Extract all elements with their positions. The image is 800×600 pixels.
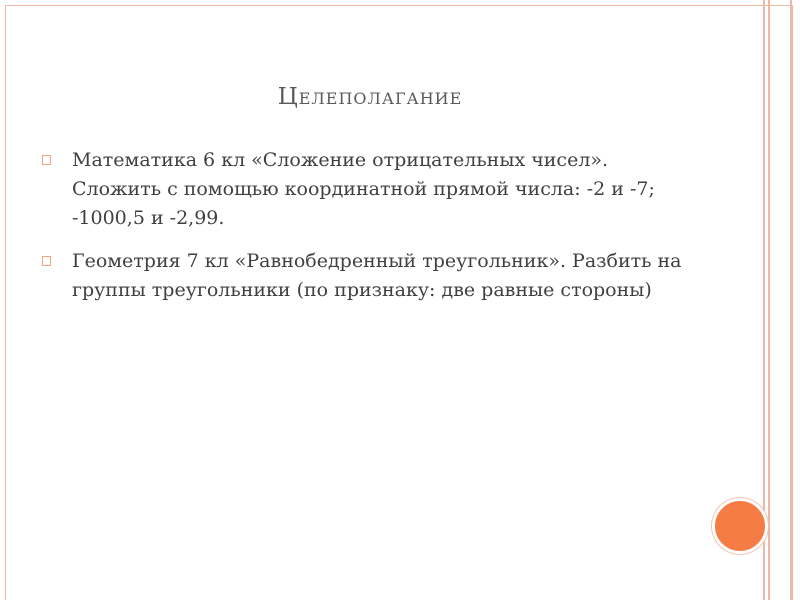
slide-title: Целеполагание: [277, 84, 463, 110]
bullet-item: [42, 247, 682, 305]
bullet-item: [42, 146, 682, 233]
decorative-line: [768, 0, 770, 600]
decorative-line: [790, 0, 792, 600]
decorative-circle-icon: [712, 498, 768, 554]
slide-content: [42, 146, 682, 319]
bullet-text: Геометрия 7 кл «Равнобедренный треугольник». Разбить на группы треугольники (по признаку: две равные стороны): [72, 250, 682, 301]
bullet-text: Математика 6 кл «Сложение отрицательных чисел». Сложить с помощью координатной прямой числа: -2 и -7; -1000,5 и -2,99.: [72, 149, 655, 229]
bullet-icon: [42, 256, 51, 266]
bullet-icon: [42, 155, 51, 165]
